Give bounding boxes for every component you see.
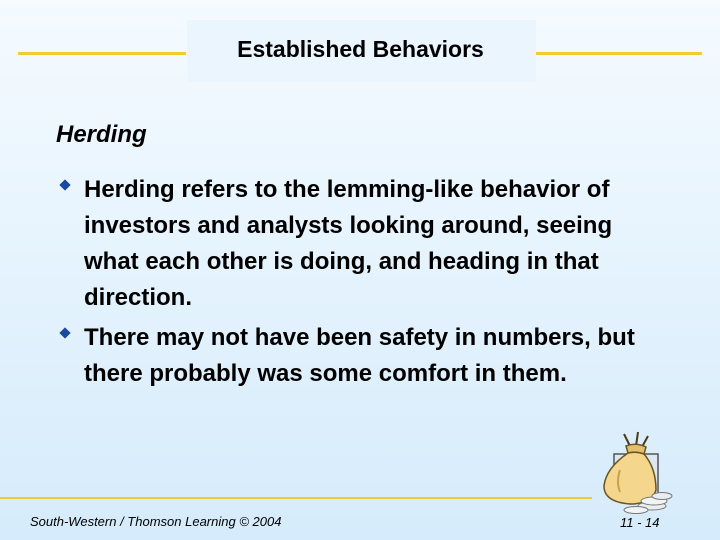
diamond-bullet-icon xyxy=(59,327,70,338)
title-rule-right xyxy=(536,52,702,55)
bullet-item xyxy=(56,320,656,392)
bullet-item xyxy=(56,172,656,316)
bullet-text: Herding refers to the lemming-like behavior of investors and analysts looking around, seeing what each other is doing, and heading in that direction. xyxy=(84,176,613,311)
footer-source: South-Western / Thomson Learning © 2004 xyxy=(30,514,282,529)
money-bag-icon xyxy=(590,420,678,516)
bullet-text: There may not have been safety in numbers, but there probably was some comfort in them. xyxy=(84,324,635,387)
page-number: 11 - 14 xyxy=(620,515,660,530)
title-rule-left xyxy=(18,52,186,55)
slide-title: Established Behaviors xyxy=(237,36,484,62)
slide-subheading: Herding xyxy=(56,121,147,148)
diamond-bullet-icon xyxy=(59,179,70,190)
footer-rule xyxy=(0,497,592,499)
